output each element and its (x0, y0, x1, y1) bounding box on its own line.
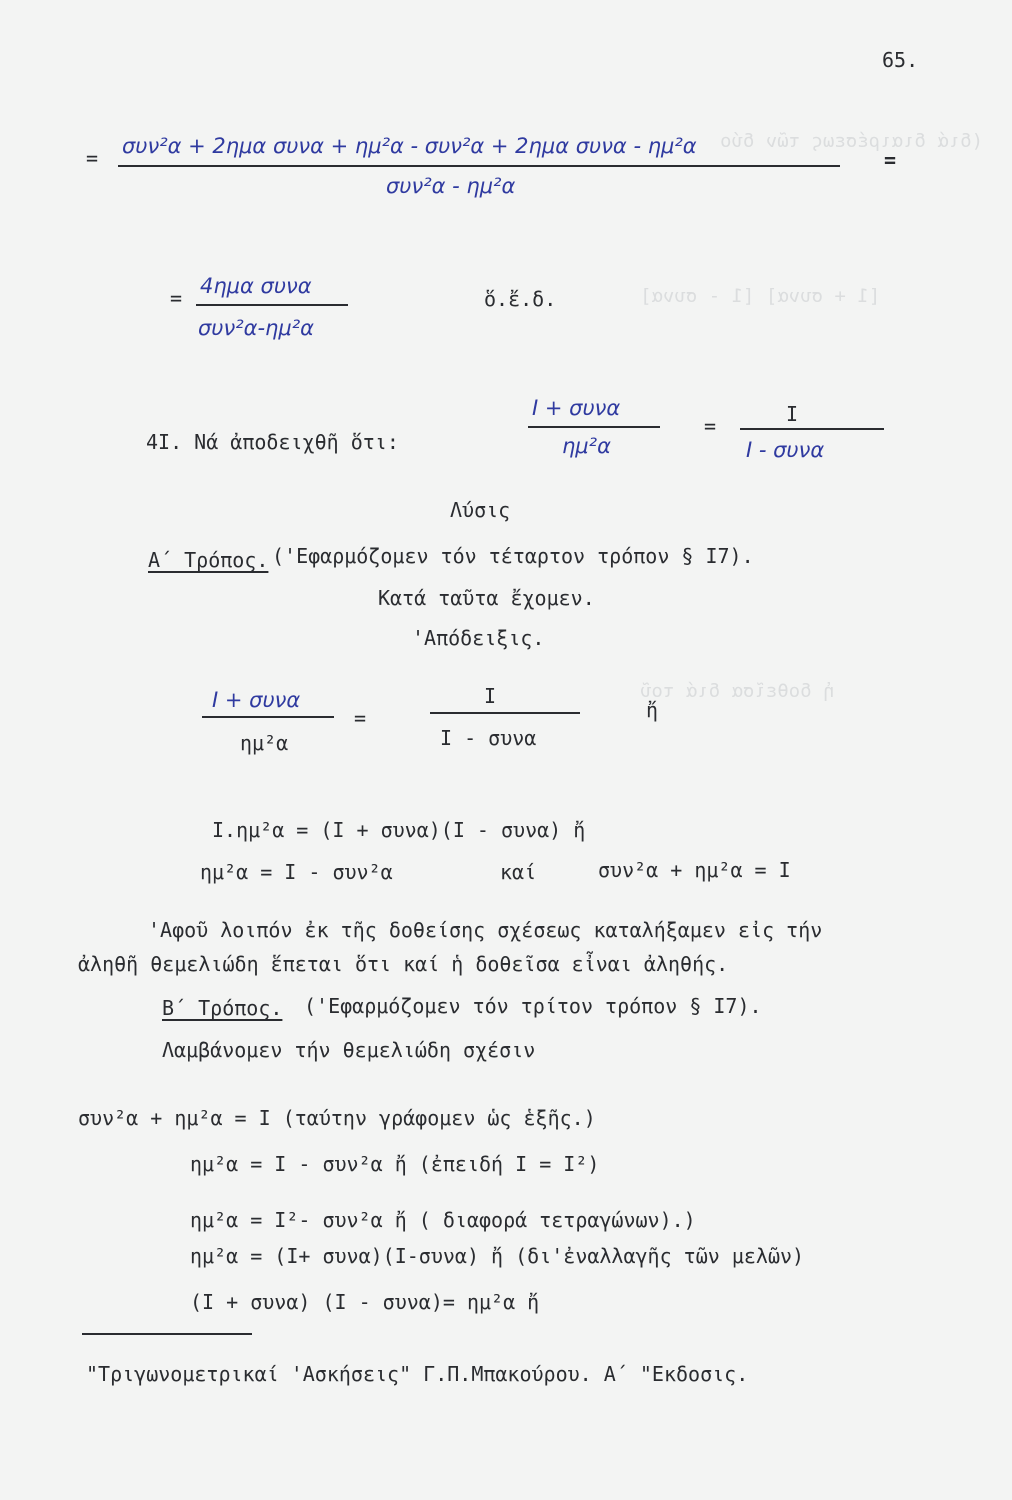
paragraph-line: ἀληθῆ θεμελιώδη ἕπεται ὅτι καί ἡ δοθεῖσα εἶναι ἀληθής. (78, 952, 729, 976)
lhs-denominator: ημ²α (562, 434, 611, 458)
rhs-numerator: I (786, 402, 799, 426)
method-b-line2: Λαμβάνομεν τήν θεμελιώδη σχέσιν (162, 1038, 536, 1062)
fraction-bar (202, 716, 334, 718)
proof-lhs-numerator: I + συνα (212, 688, 301, 712)
derivation-step: συν²α + ημ²α = I (ταύτην γράφομεν ὡς ἑξῆς.) (78, 1106, 596, 1130)
fraction-bar (196, 304, 348, 306)
proof-equation-2: I.ημ²α = (I + συνα)(I - συνα) ἤ (212, 818, 586, 842)
derivation-step: ημ²α = I²- συν²α ἤ ( διαφορά τετραγώνων).) (190, 1208, 696, 1232)
eq-sign: = (704, 414, 717, 438)
proof-equation-3-right: συν²α + ημ²α = I (598, 858, 791, 882)
result-numerator: 4ημα συνα (200, 274, 312, 298)
method-a-title: Α΄ Τρόπος. (148, 548, 269, 572)
footnote-rule (82, 1333, 252, 1335)
result-denominator: συν²α-ημ²α (198, 316, 314, 340)
problem-41-label: 4I. Νά ἀποδειχθῆ ὅτι: (146, 430, 399, 454)
eq-sign: = (354, 706, 367, 730)
page-number: 65. (882, 48, 919, 72)
fraction-bar (430, 712, 580, 714)
proof-rhs-denominator: I - συνα (440, 726, 537, 750)
eq-sign: = (86, 146, 99, 170)
derivation-step: (I + συνα) (I - συνα)= ημ²α ἤ (190, 1290, 540, 1314)
bleed-through-text: ἡ δοθεῖσα διά τοῦ (640, 680, 835, 702)
method-a-line2: Κατά ταῦτα ἔχομεν. (378, 586, 595, 610)
fraction-bar (118, 165, 840, 167)
paragraph-line: 'Αφοῦ λοιπόν ἐκ τῆς δοθείσης σχέσεως καταλήξαμεν εἰς τήν (148, 918, 823, 942)
fraction-denominator: συν²α - ημ²α (386, 174, 516, 198)
method-a-description: ('Εφαρμόζομεν τόν τέταρτον τρόπον § I7). (272, 544, 754, 568)
rhs-denominator: I - συνα (746, 438, 825, 462)
fraction-bar (740, 428, 884, 430)
eq-sign: = (170, 286, 183, 310)
qed-mark: ὅ.ἔ.δ. (484, 287, 557, 311)
derivation-step: ημ²α = (I+ συνα)(I-συνα) ἤ (δι'ἐναλλαγῆς τῶν μελῶν) (190, 1244, 805, 1268)
proof-lhs-denominator: ημ²α (240, 731, 289, 755)
method-b-description: ('Εφαρμόζομεν τόν τρίτον τρόπον § I7). (304, 994, 762, 1018)
and-word: καί (500, 860, 537, 884)
fraction-bar (528, 426, 660, 428)
method-b-title: Β΄ Τρόπος. (162, 996, 283, 1020)
footnote-citation: "Τριγωνομετρικαί 'Ασκήσεις" Γ.Π.Μπακούρου. Α΄ "Εκδοσις. (86, 1362, 749, 1386)
apodeixis-heading: 'Απόδειξις. (412, 626, 545, 650)
bleed-through-text: [1 + συνα] [1 - συνα] (640, 285, 881, 307)
proof-equation-3-left: ημ²α = I - συν²α (200, 860, 393, 884)
fraction-numerator: συν²α + 2ημα συνα + ημ²α - συν²α + 2ημα συνα - ημ²α (122, 134, 697, 158)
lhs-numerator: I + συνα (532, 396, 621, 420)
trailing-eq-sign: = (884, 148, 897, 172)
proof-rhs-numerator: I (484, 684, 497, 708)
or-word: ἤ (646, 698, 659, 722)
derivation-step: ημ²α = I - συν²α ἤ (ἐπειδή I = I²) (190, 1152, 600, 1176)
bleed-through-text: (διά διαιρέσεως τῶν δύο (720, 130, 984, 152)
section-heading-lysis: Λύσις (450, 498, 511, 522)
